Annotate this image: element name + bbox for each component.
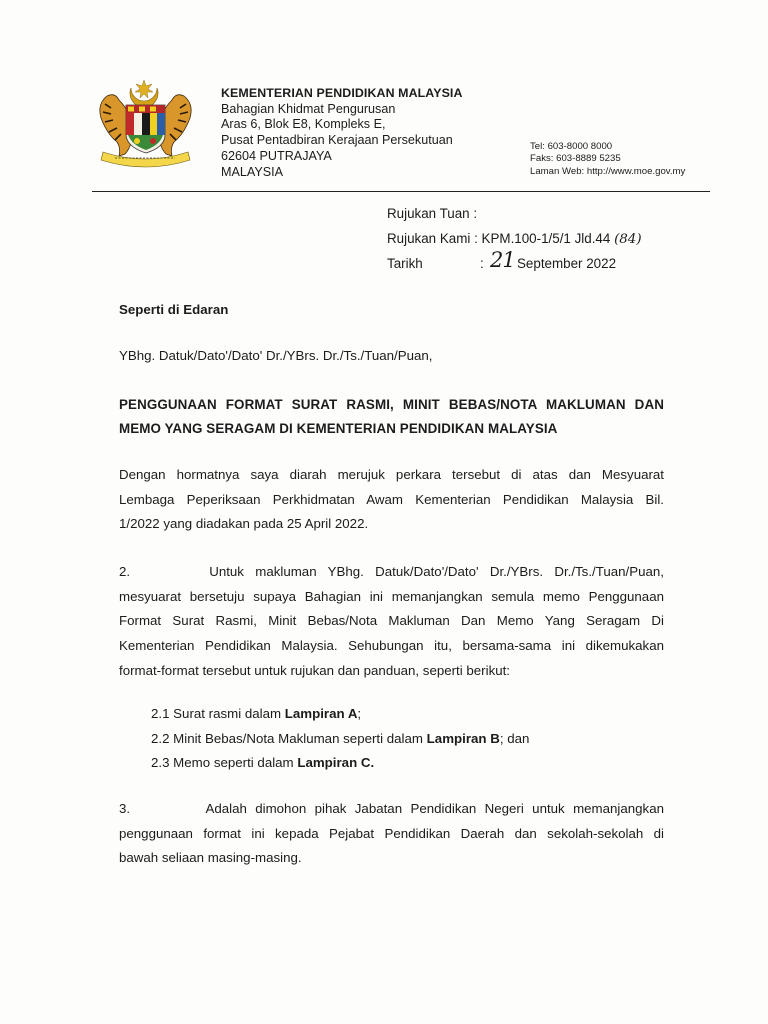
salutation: YBhg. Datuk/Dato'/Dato' Dr./YBrs. Dr./Ts./Tuan/Puan, bbox=[119, 348, 433, 363]
recipient: Seperti di Edaran bbox=[119, 302, 229, 317]
list-item-text: 2.2 Minit Bebas/Nota Makluman seperti dalam bbox=[151, 730, 427, 746]
list-item-tail: ; dan bbox=[499, 730, 530, 746]
tarikh-row bbox=[387, 248, 617, 272]
tarikh-colon: : bbox=[480, 256, 484, 271]
paragraph-3 bbox=[119, 797, 664, 871]
paragraph-line: Adalah dimohon pihak Jabatan Pendidikan Negeri untuk memanjangkan bbox=[205, 801, 664, 816]
letterhead-contact bbox=[530, 141, 685, 178]
list-item-bold: Lampiran C. bbox=[297, 755, 375, 771]
paragraph-line: Dengan hormatnya saya diarah merujuk perkara tersebut di atas dan Mesyuarat bbox=[119, 467, 664, 482]
tarikh-label: Tarikh bbox=[387, 256, 423, 271]
letterhead-divider bbox=[92, 191, 710, 192]
address-line: Bahagian Khidmat Pengurusan bbox=[221, 101, 396, 116]
letterhead-address bbox=[221, 86, 463, 180]
org-name: KEMENTERIAN PENDIDIKAN MALAYSIA bbox=[221, 86, 463, 100]
rujukan-kami-label: Rujukan Kami : bbox=[387, 231, 478, 246]
paragraph-1 bbox=[119, 463, 664, 537]
address-line: MALAYSIA bbox=[221, 164, 284, 179]
subject-line: PENGGUNAAN FORMAT SURAT RASMI, MINIT BEBAS/NOTA MAKLUMAN DAN bbox=[119, 397, 664, 412]
rujukan-tuan-label: Rujukan Tuan : bbox=[387, 206, 478, 221]
rujukan-kami-value: KPM.100-1/5/1 Jld.44 bbox=[481, 231, 611, 246]
list-item-text: 2.1 Surat rasmi dalam bbox=[151, 706, 285, 721]
tarikh-day-wrap bbox=[490, 248, 518, 276]
paragraph-number: 3. bbox=[119, 801, 131, 816]
tarikh-month-year: September 2022 bbox=[517, 256, 617, 271]
tarikh-day-handwritten: 21 bbox=[490, 248, 515, 272]
paragraph-number: 2. bbox=[119, 564, 131, 579]
address-line: Aras 6, Blok E8, Kompleks E, bbox=[221, 117, 386, 132]
list-item bbox=[151, 751, 529, 776]
malaysia-coat-of-arms-icon bbox=[93, 78, 198, 170]
rujukan-kami-row bbox=[387, 231, 642, 247]
paragraph-line: Lembaga Peperiksaan Perkhidmatan Awam Kementerian Pendidikan Malaysia Bil. bbox=[119, 491, 664, 507]
rujukan-kami-handwritten: (84) bbox=[614, 232, 642, 247]
paragraph-line: penggunaan format ini kepada Pejabat Pendidikan Daerah dan sekolah-sekolah di bbox=[119, 825, 664, 841]
list-item-tail: ; bbox=[357, 706, 362, 721]
paragraph-2 bbox=[119, 560, 664, 684]
website-line: Laman Web: http://www.moe.gov.my bbox=[530, 165, 686, 177]
paragraph-line: 1/2022 yang diadakan pada 25 April 2022. bbox=[119, 516, 369, 532]
rujukan-tuan-row bbox=[387, 206, 477, 221]
address-line: Pusat Pentadbiran Kerajaan Persekutuan bbox=[221, 133, 453, 148]
address-line: 62604 PUTRAJAYA bbox=[221, 148, 332, 163]
lampiran-list bbox=[151, 702, 529, 776]
paragraph-line: format-format tersebut untuk rujukan dan panduan, seperti berikut: bbox=[119, 662, 510, 678]
paragraph-line: mesyuarat bersetuju supaya Bahagian ini memanjangkan semula memo Penggunaan bbox=[119, 588, 664, 604]
paragraph-line: bawah seliaan masing-masing. bbox=[119, 850, 302, 866]
paragraph-first-line bbox=[119, 560, 664, 585]
fax-line: Faks: 603-8889 5235 bbox=[530, 153, 621, 165]
list-item bbox=[151, 702, 529, 727]
list-item-bold: Lampiran B bbox=[426, 730, 500, 746]
subject-heading bbox=[119, 393, 664, 442]
paragraph-line: Kementerian Pendidikan Malaysia. Sehubungan itu, bersama-sama ini dikemukakan bbox=[119, 638, 664, 654]
subject-line: MEMO YANG SERAGAM DI KEMENTERIAN PENDIDIKAN MALAYSIA bbox=[119, 421, 558, 437]
paragraph-line: Untuk makluman YBhg. Datuk/Dato'/Dato' Dr./YBrs. Dr./Ts./Tuan/Puan, bbox=[209, 564, 664, 579]
phone-line: Tel: 603-8000 8000 bbox=[530, 141, 613, 152]
list-item-bold: Lampiran A bbox=[284, 706, 358, 721]
paragraph-first-line bbox=[119, 797, 664, 822]
list-item-text: 2.3 Memo seperti dalam bbox=[151, 755, 298, 771]
list-item bbox=[151, 727, 529, 752]
paragraph-line: Format Surat Rasmi, Minit Bebas/Nota Makluman Dan Memo Yang Seragam Di bbox=[119, 613, 664, 629]
